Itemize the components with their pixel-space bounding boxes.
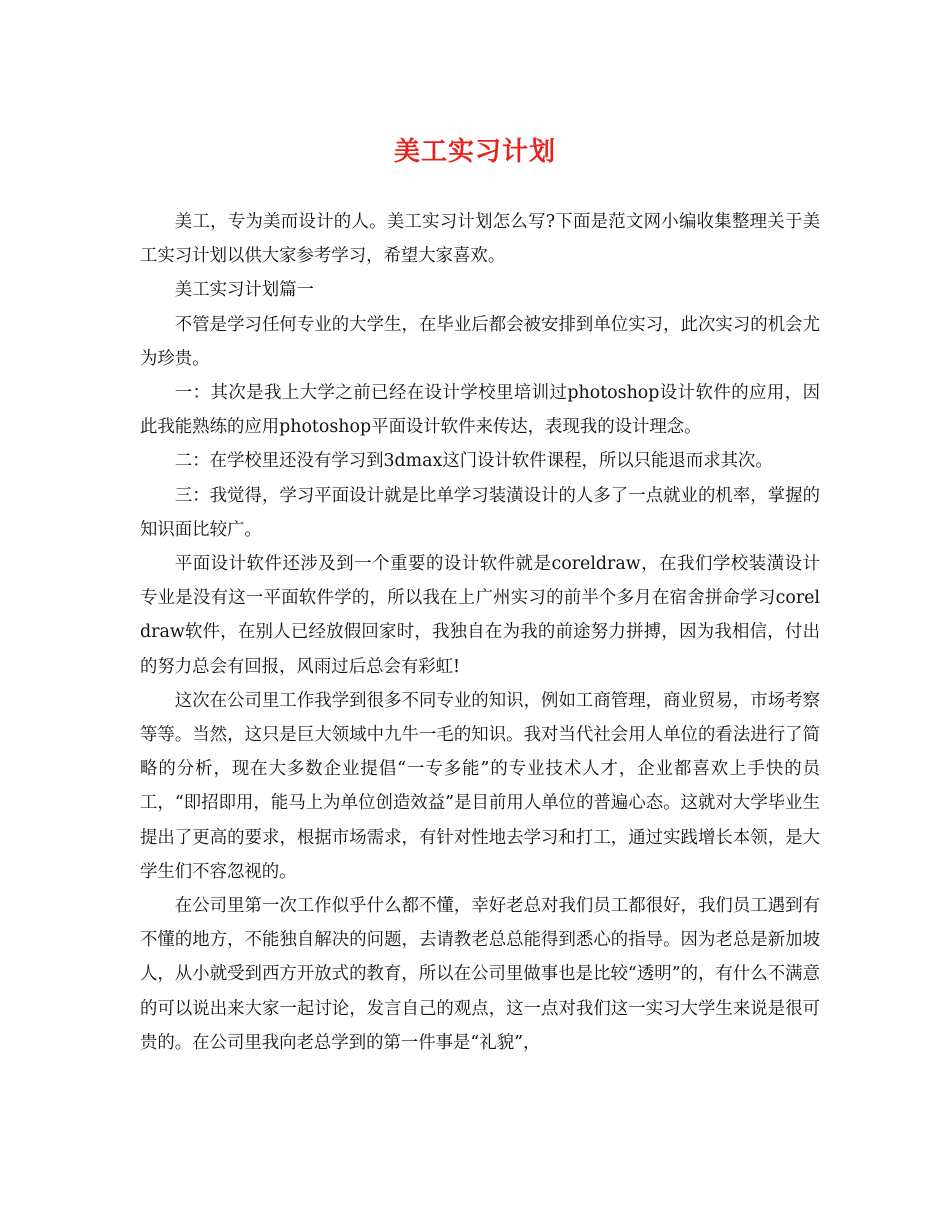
paragraph: 这次在公司里工作我学到很多不同专业的知识，例如工商管理，商业贸易，市场考察等等。当然，这只是巨大领域中九牛一毛的知识。我对当代社会用人单位的看法进行了简略的分析，现在大多数企业提倡“一专多能”的专业技术人才，企业都喜欢上手快的员工，“即招即用，能马上为单位创造效益”是目前用人单位的普遍心态。这就对大学毕业生提出了更高的要求，根据市场需求，有针对性地去学习和打工，通过实践增长本领，是大学生们不容忽视的。 (140, 690, 820, 882)
paragraph: 三：我觉得，学习平面设计就是比单学习装潢设计的人多了一点就业的机率，掌握的知识面比较广。 (140, 485, 820, 540)
document-body (140, 205, 820, 1060)
paragraph: 一：其次是我上大学之前已经在设计学校里培训过photoshop设计软件的应用，因此我能熟练的应用photoshop平面设计软件来传达，表现我的设计理念。 (140, 383, 820, 438)
section-heading: 美工实习计划篇一 (174, 280, 314, 301)
paragraph: 在公司里第一次工作似乎什么都不懂，幸好老总对我们员工都很好，我们员工遇到有不懂的地方，不能独自解决的问题，去请教老总总能得到悉心的指导。因为老总是新加坡人，从小就受到西方开放式的教育，所以在公司里做事也是比较“透明”的，有什么不满意的可以说出来大家一起讨论，发言自己的观点，这一点对我们这一实习大学生来说是很可贵的。在公司里我向老总学到的第一件事是“礼貌”， (140, 896, 820, 1053)
document-title: 美工实习计划 (393, 137, 556, 167)
paragraph: 不管是学习任何专业的大学生，在毕业后都会被安排到单位实习，此次实习的机会尤为珍贵。 (140, 314, 820, 369)
paragraph: 平面设计软件还涉及到一个重要的设计软件就是coreldraw，在我们学校装潢设计专业是没有这一平面软件学的，所以我在上广州实习的前半个多月在宿舍拼命学习coreldraw软件，在别人已经放假回家时，我独自在为我的前途努力拼搏，因为我相信，付出的努力总会有回报，风雨过后总会有彩虹! (140, 554, 820, 677)
paragraph: 二：在学校里还没有学习到3dmax这门设计软件课程，所以只能退而求其次。 (174, 451, 773, 472)
paragraph-intro: 美工，专为美而设计的人。美工实习计划怎么写?下面是范文网小编收集整理关于美工实习计划以供大家参考学习，希望大家喜欢。 (140, 212, 820, 267)
